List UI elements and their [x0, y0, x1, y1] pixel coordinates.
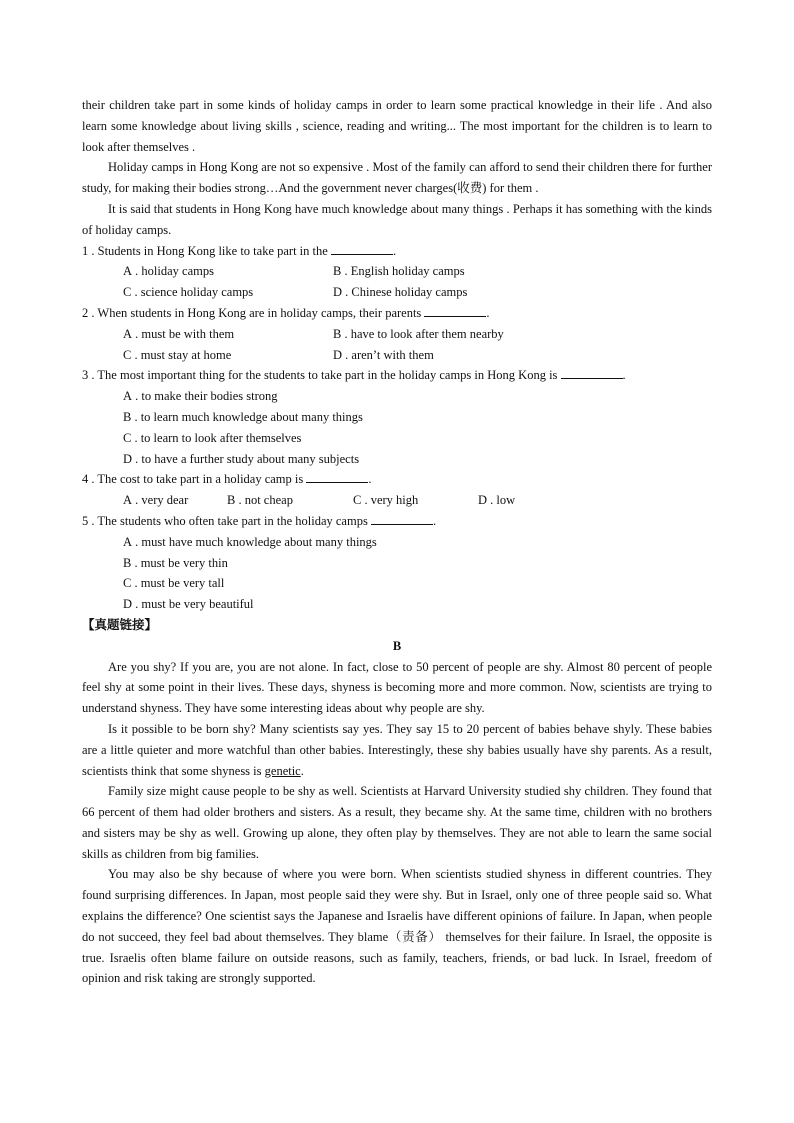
option-b: B . must be very thin — [123, 555, 228, 570]
option-d: D . to have a further study about many subjects — [123, 451, 360, 466]
option-b: B . have to look after them nearby — [333, 326, 504, 341]
question-1-options — [82, 261, 712, 282]
question-4-options — [82, 490, 712, 511]
question-3: 3 . The most important thing for the students to take part in the holiday camps in Hong Kong is . — [82, 368, 626, 383]
passage-a-paragraph: their children take part in some kinds of holiday camps in order to learn some practical knowledge in their life . And also learn some knowledge about living skills , science, reading and writing... The most important for the children is to learn to look after themselves . — [82, 98, 712, 154]
option-a: A . holiday camps — [123, 264, 214, 279]
option-d: D . low — [478, 493, 516, 508]
passage-b-paragraph: Is it possible to be born shy? Many scientists say yes. They say 15 to 20 percent of babies behave shyly. These babies are a little quieter and more watchful than other babies. Interestingly, these shy babies usually have shy parents. As a result, scientists think that some shyness is genetic. — [82, 721, 712, 778]
question-4: 4 . The cost to take part in a holiday camp is . — [82, 472, 372, 487]
option-a: A . to make their bodies strong — [123, 389, 278, 404]
question-1-options — [82, 282, 712, 303]
question-5: 5 . The students who often take part in the holiday camps . — [82, 513, 437, 528]
question-2: 2 . When students in Hong Kong are in holiday camps, their parents . — [82, 305, 490, 320]
passage-title: B — [392, 638, 402, 653]
option-d: D . aren’t with them — [333, 347, 434, 362]
option-c: C . very high — [353, 493, 419, 508]
answer-blank — [424, 304, 486, 317]
passage-a-paragraph: It is said that students in Hong Kong have much knowledge about many things . Perhaps it has something with the kinds of holiday camps. — [82, 201, 712, 237]
option-c: C . to learn to look after themselves — [123, 430, 302, 445]
answer-blank — [371, 512, 433, 525]
passage-b-paragraph: Family size might cause people to be shy as well. Scientists at Harvard University studied shy children. They found that 66 percent of them had older brothers and sisters. As a result, they became shy. At the same time, children with no brothers and sisters may be shy as well. Growing up alone, they often play by themselves. They are not able to learn the same social skills as children from big families. — [82, 784, 712, 861]
option-c: C . must be very tall — [123, 576, 225, 591]
option-c: C . must stay at home — [123, 347, 232, 362]
answer-blank — [561, 366, 623, 379]
option-a: A . very dear — [123, 493, 189, 508]
question-2-options — [82, 345, 712, 366]
option-d: D . Chinese holiday camps — [333, 285, 468, 300]
option-b: B . to learn much knowledge about many things — [123, 409, 363, 424]
section-heading: 【真题链接】 — [82, 616, 158, 632]
option-b: B . English holiday camps — [333, 264, 465, 279]
document-page — [82, 95, 712, 989]
option-c: C . science holiday camps — [123, 285, 254, 300]
answer-blank — [306, 470, 368, 483]
underlined-word: genetic — [264, 763, 301, 778]
question-1: 1 . Students in Hong Kong like to take part in the . — [82, 243, 397, 258]
passage-a-paragraph: Holiday camps in Hong Kong are not so expensive . Most of the family can afford to send their children there for further study, for making their bodies strong…And the government never charges(收费) for them . — [82, 160, 712, 196]
option-a: A . must be with them — [123, 326, 235, 341]
passage-b-paragraph: You may also be shy because of where you were born. When scientists studied shyness in different countries. They found surprising differences. In Japan, most people said they were shy. But in Israel, only one of three people said so. What explains the difference? One scientist says the Japanese and Israelis have different opinions of failure. In Japan, when people do not succeed, they feel bad about themselves. They blame（责备） themselves for their failure. In Israel, the opposite is true. Israelis often blame failure on outside reasons, such as family, teachers, friends, or bad luck. In Israel, freedom of opinion and risk taking are strongly supported. — [82, 867, 712, 986]
option-d: D . must be very beautiful — [123, 597, 254, 612]
question-2-options — [82, 324, 712, 345]
option-b: B . not cheap — [227, 493, 293, 508]
answer-blank — [331, 242, 393, 255]
option-a: A . must have much knowledge about many things — [123, 534, 377, 549]
passage-b-paragraph: Are you shy? If you are, you are not alone. In fact, close to 50 percent of people are shy. Almost 80 percent of people feel shy at some point in their lives. These days, shyness is becoming more and more common. Now, scientists are trying to understand shyness. They have some interesting ideas about why people are shy. — [82, 659, 712, 716]
